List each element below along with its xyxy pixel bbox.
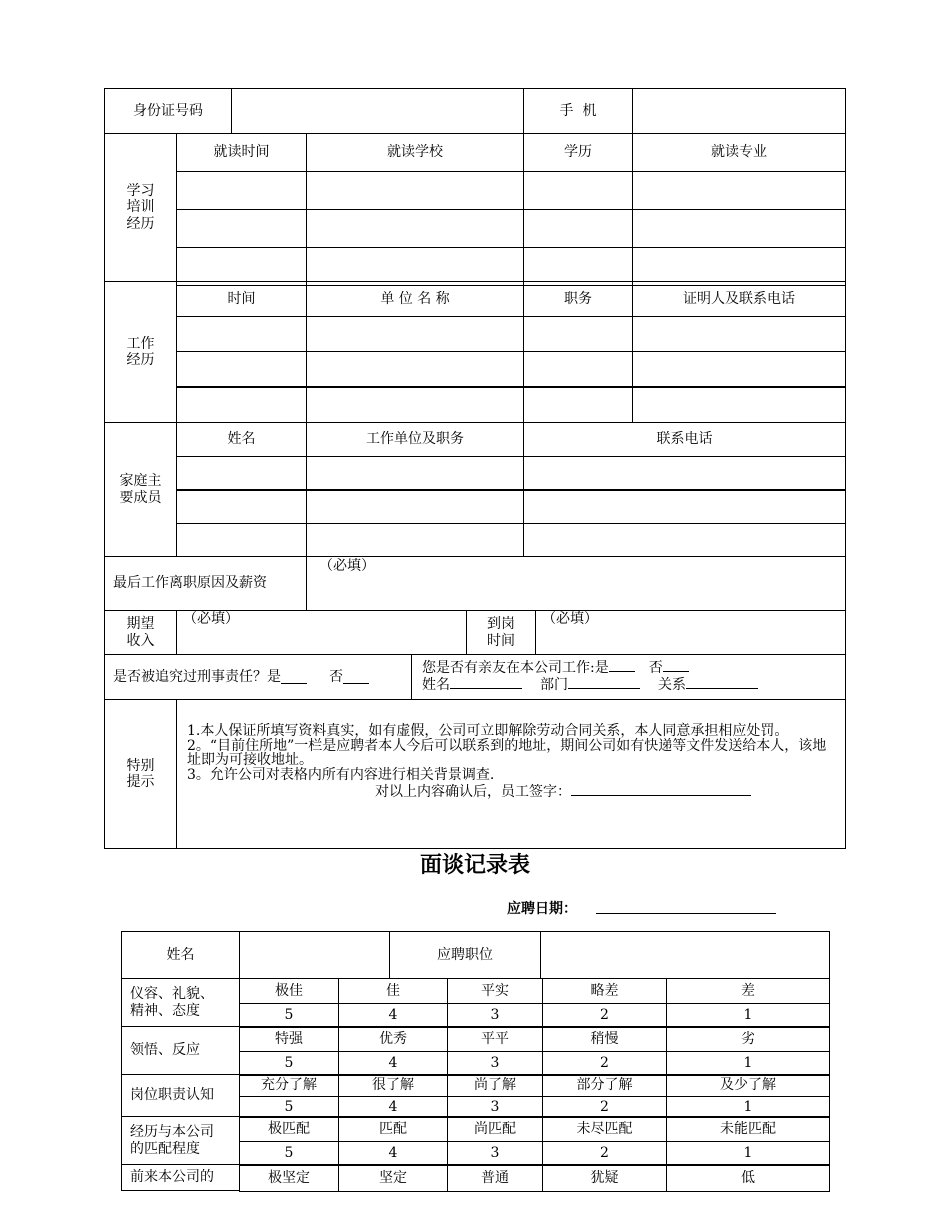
criteria-label-4: 经历与本公司 的匹配程度 xyxy=(121,1116,240,1165)
grade-score: 4 xyxy=(338,1003,448,1028)
grade-score: 2 xyxy=(542,1051,667,1076)
family-row-1-col-2[interactable] xyxy=(306,456,524,490)
grade-option[interactable]: 稍慢 xyxy=(542,1026,667,1052)
work-header-reference: 证明人及联系电话 xyxy=(632,281,846,317)
relatives-no-text: 否 xyxy=(648,660,663,676)
edu-row-1-col-1[interactable] xyxy=(176,171,307,210)
notice-content xyxy=(176,699,846,849)
edu-header-degree: 学历 xyxy=(523,133,633,172)
grade-score: 5 xyxy=(239,1096,339,1118)
edu-header-major: 就读专业 xyxy=(632,133,846,172)
work-section-label: 工作 经历 xyxy=(104,281,177,423)
work-row-1-col-4[interactable] xyxy=(632,316,846,352)
grade-score: 4 xyxy=(338,1096,448,1118)
edu-row-1-col-4[interactable] xyxy=(632,171,846,210)
grade-option[interactable]: 及少了解 xyxy=(666,1074,830,1097)
last-job-field[interactable] xyxy=(306,556,846,611)
criteria-label-5: 前来本公司的 xyxy=(121,1164,240,1191)
grade-score: 4 xyxy=(338,1051,448,1076)
phone-label: 手 机 xyxy=(523,88,633,134)
grade-score: 3 xyxy=(447,1141,543,1166)
work-row-1-col-3[interactable] xyxy=(523,316,633,352)
edu-row-2-col-1[interactable] xyxy=(176,209,307,248)
grade-option[interactable]: 优秀 xyxy=(338,1026,448,1052)
relatives-question-text: 您是否有亲友在本公司工作:是 xyxy=(422,660,609,676)
edu-row-1-col-3[interactable] xyxy=(523,171,633,210)
grade-score: 5 xyxy=(239,1051,339,1076)
family-row-2-col-1[interactable] xyxy=(176,490,307,524)
family-row-1-col-3[interactable] xyxy=(523,456,846,490)
work-header-time: 时间 xyxy=(176,281,307,317)
work-row-3-col-1[interactable] xyxy=(176,387,307,423)
criminal-no-blank[interactable] xyxy=(343,671,369,684)
apply-date-blank[interactable] xyxy=(596,913,776,914)
signature-label: 对以上内容确认后，员工签字： xyxy=(375,783,571,800)
interview-title: 面谈记录表 xyxy=(419,853,530,878)
relatives-no-blank[interactable] xyxy=(663,659,689,672)
required-note: （必填） xyxy=(183,611,239,627)
grade-option[interactable]: 普通 xyxy=(447,1164,543,1192)
id-number-label: 身份证号码 xyxy=(104,88,232,134)
notice-item-3: 3。允许公司对表格内所有内容进行相关背景调查. xyxy=(187,767,495,784)
family-header-employer: 工作单位及职务 xyxy=(306,422,524,457)
work-row-1-col-2[interactable] xyxy=(306,316,524,352)
signature-blank[interactable] xyxy=(571,783,751,796)
work-row-3-col-3[interactable] xyxy=(523,387,633,423)
grade-score: 3 xyxy=(447,1096,543,1118)
candidate-name-field[interactable] xyxy=(239,931,390,979)
grade-option[interactable]: 坚定 xyxy=(338,1164,448,1192)
edu-row-2-col-4[interactable] xyxy=(632,209,846,248)
grade-option[interactable]: 尚匹配 xyxy=(447,1116,543,1142)
relative-name-blank[interactable] xyxy=(450,676,522,689)
grade-option[interactable]: 平实 xyxy=(447,978,543,1004)
grade-score: 3 xyxy=(447,1003,543,1028)
grade-option[interactable]: 部分了解 xyxy=(542,1074,667,1097)
relative-name-label: 姓名 xyxy=(422,677,450,694)
criteria-label-1: 仪容、礼貌、 精神、态度 xyxy=(121,978,240,1027)
required-note: （必填） xyxy=(542,611,598,627)
applied-position-field[interactable] xyxy=(540,931,830,979)
grade-option[interactable]: 匹配 xyxy=(338,1116,448,1142)
relatives-yes-blank[interactable] xyxy=(609,659,635,672)
relative-relation-blank[interactable] xyxy=(686,676,758,689)
arrival-time-field[interactable] xyxy=(535,610,846,655)
grade-score: 4 xyxy=(338,1141,448,1166)
grade-score: 5 xyxy=(239,1141,339,1166)
grade-option[interactable]: 未尽匹配 xyxy=(542,1116,667,1142)
relative-dept-blank[interactable] xyxy=(568,676,640,689)
notice-item-1: 1.本人保证所填写资料真实，如有虚假，公司可立即解除劳动合同关系，本人同意承担相应处罚。 xyxy=(187,723,789,739)
candidate-name-label: 姓名 xyxy=(121,931,240,979)
grade-option[interactable]: 尚了解 xyxy=(447,1074,543,1097)
required-note: （必填） xyxy=(319,558,375,574)
criminal-question xyxy=(104,654,412,700)
grade-option[interactable]: 充分了解 xyxy=(239,1074,339,1097)
work-row-1-col-1[interactable] xyxy=(176,316,307,352)
grade-option[interactable]: 极佳 xyxy=(239,978,339,1004)
family-row-3-col-1[interactable] xyxy=(176,523,307,557)
grade-score: 2 xyxy=(542,1141,667,1166)
notice-label: 特别 提示 xyxy=(104,699,177,849)
work-header-company: 单 位 名 称 xyxy=(306,281,524,317)
grade-option[interactable]: 极匹配 xyxy=(239,1116,339,1142)
edu-row-2-col-2[interactable] xyxy=(306,209,524,248)
family-section-label: 家庭主 要成员 xyxy=(104,422,177,557)
edu-row-2-col-3[interactable] xyxy=(523,209,633,248)
family-header-phone: 联系电话 xyxy=(523,422,846,457)
criminal-no-text: 否 xyxy=(329,668,343,685)
work-row-2-col-1[interactable] xyxy=(176,351,307,387)
expected-income-field[interactable] xyxy=(176,610,467,655)
education-section-label: 学习 培训 经历 xyxy=(104,133,177,282)
family-row-2-col-3[interactable] xyxy=(523,490,846,524)
family-row-3-col-3[interactable] xyxy=(523,523,846,557)
grade-score: 1 xyxy=(666,1051,830,1076)
edu-header-time: 就读时间 xyxy=(176,133,307,172)
work-row-2-col-2[interactable] xyxy=(306,351,524,387)
relative-relation-label: 关系 xyxy=(658,677,686,694)
notice-item-2: 2。“目前住所地”一栏是应聘者本人今后可以联系到的地址，期间公司如有快递等文件发送给本人，该地址即为可接收地址。 xyxy=(187,737,827,769)
grade-score: 3 xyxy=(447,1051,543,1076)
grade-option[interactable]: 佳 xyxy=(338,978,448,1004)
criteria-label-2: 领悟、反应 xyxy=(121,1026,240,1075)
grade-score: 2 xyxy=(542,1096,667,1118)
relatives-question xyxy=(411,654,846,700)
grade-option[interactable]: 犹疑 xyxy=(542,1164,667,1192)
last-job-label: 最后工作离职原因及薪资 xyxy=(104,556,307,611)
grade-option[interactable]: 低 xyxy=(666,1164,830,1192)
family-row-1-col-1[interactable] xyxy=(176,456,307,490)
edu-row-1-col-2[interactable] xyxy=(306,171,524,210)
work-row-3-col-4[interactable] xyxy=(632,387,846,423)
expected-income-label: 期望 收入 xyxy=(104,610,177,655)
grade-option[interactable]: 差 xyxy=(666,978,830,1004)
criteria-label-3: 岗位职责认知 xyxy=(121,1074,240,1117)
family-header-name: 姓名 xyxy=(176,422,307,457)
work-row-3-col-2[interactable] xyxy=(306,387,524,423)
grade-option[interactable]: 极坚定 xyxy=(239,1164,339,1192)
phone-field[interactable] xyxy=(632,88,846,134)
grade-option[interactable]: 未能匹配 xyxy=(666,1116,830,1142)
work-header-position: 职务 xyxy=(523,281,633,317)
relative-dept-label: 部门 xyxy=(540,677,568,694)
arrival-time-label: 到岗 时间 xyxy=(466,610,536,655)
grade-score: 1 xyxy=(666,1096,830,1118)
edu-header-school: 就读学校 xyxy=(306,133,524,172)
grade-score: 5 xyxy=(239,1003,339,1028)
grade-score: 2 xyxy=(542,1003,667,1028)
grade-option[interactable]: 略差 xyxy=(542,978,667,1004)
criminal-question-text: 是否被追究过刑事责任？是 xyxy=(113,668,281,685)
criminal-yes-blank[interactable] xyxy=(281,671,307,684)
work-row-2-col-4[interactable] xyxy=(632,351,846,387)
grade-option[interactable]: 很了解 xyxy=(338,1074,448,1097)
grade-score: 1 xyxy=(666,1003,830,1028)
family-row-3-col-2[interactable] xyxy=(306,523,524,557)
grade-option[interactable]: 劣 xyxy=(666,1026,830,1052)
apply-date-label: 应聘日期： xyxy=(507,901,577,917)
grade-score: 1 xyxy=(666,1141,830,1166)
work-row-2-col-3[interactable] xyxy=(523,351,633,387)
grade-option[interactable]: 平平 xyxy=(447,1026,543,1052)
family-row-2-col-2[interactable] xyxy=(306,490,524,524)
id-number-field[interactable] xyxy=(231,88,524,134)
applied-position-label: 应聘职位 xyxy=(389,931,541,979)
grade-option[interactable]: 特强 xyxy=(239,1026,339,1052)
